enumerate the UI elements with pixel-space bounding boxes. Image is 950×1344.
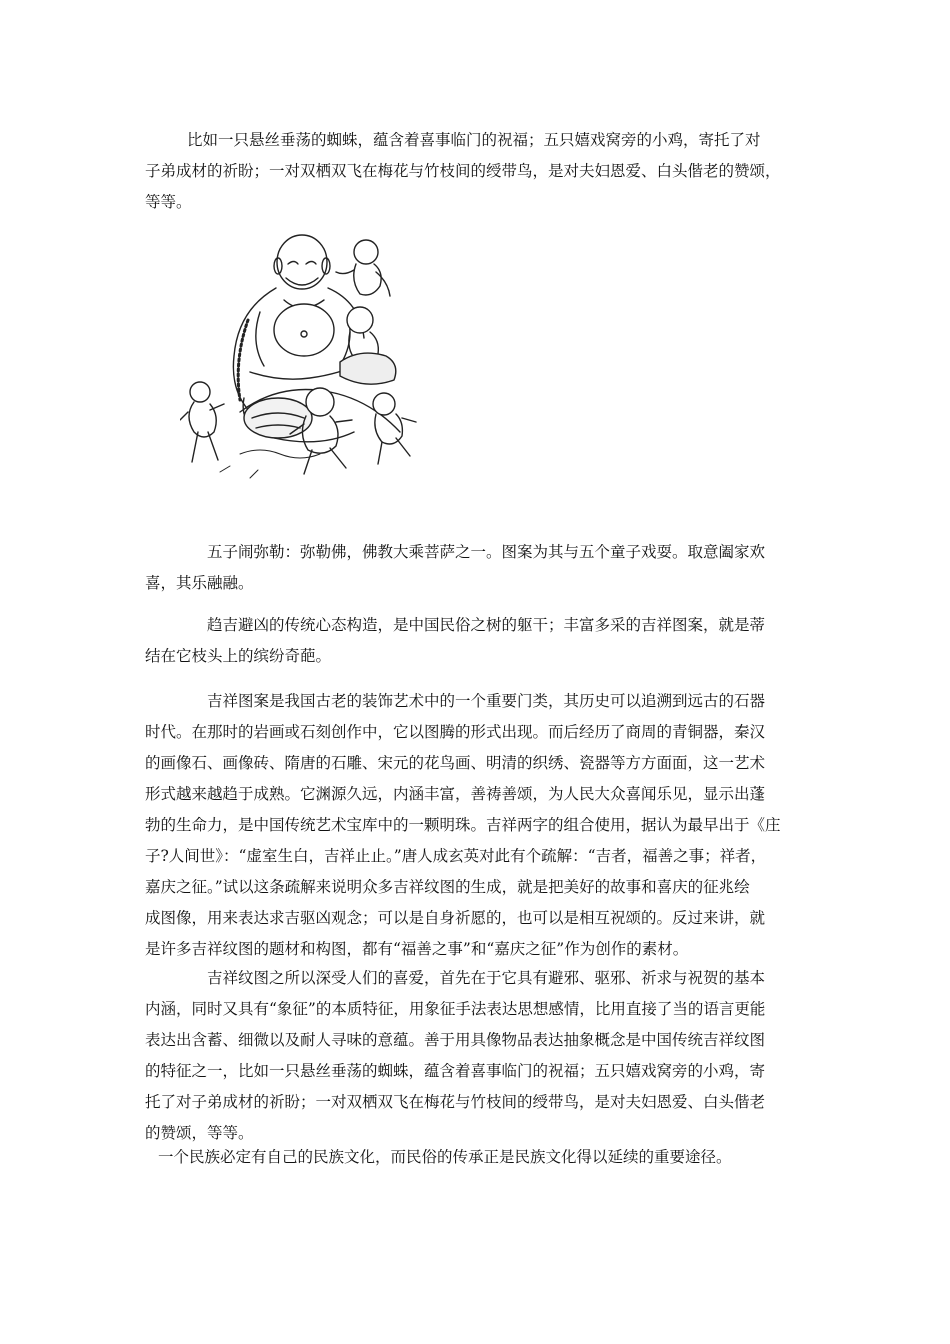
- text-line: 子?人间世》：“虚室生白，吉祥止止。”唐人成玄英对此有个疏解：“吉者，福善之事；祥者，: [145, 847, 767, 865]
- laughing-buddha-illustration: [180, 222, 425, 487]
- text-line: 吉祥图案是我国古老的装饰艺术中的一个重要门类，其历史可以追溯到远古的石器: [207, 692, 766, 710]
- text-line: 勃的生命力，是中国传统艺术宝库中的一颗明珠。吉祥两字的组合使用，据认为最早出于《庄: [145, 816, 781, 834]
- paragraph-5: [145, 963, 852, 1149]
- paragraph-6: [158, 1142, 823, 1173]
- text-line: 结在它枝头上的缤纷奇葩。: [145, 647, 332, 665]
- laughing-buddha-icon: [180, 222, 425, 487]
- text-line: 嘉庆之征。”试以这条疏解来说明众多吉祥纹图的生成，就是把美好的故事和喜庆的征兆绘: [145, 878, 750, 896]
- text-line: 托了对子弟成材的祈盼；一对双栖双飞在梅花与竹枝间的绶带鸟，是对夫妇恩爱、白头偕老: [145, 1093, 766, 1111]
- text-line: 时代。在那时的岩画或石刻创作中，它以图腾的形式出现。而后经历了商周的青铜器，秦汉: [145, 723, 766, 741]
- text-line: 的画像石、画像砖、隋唐的石雕、宋元的花鸟画、明清的织绣、瓷器等方方面面，这一艺术: [145, 754, 766, 772]
- text-line: 吉祥纹图之所以深受人们的喜爱，首先在于它具有避邪、驱邪、祈求与祝贺的基本: [207, 969, 766, 987]
- text-line: 形式越来越趋于成熟。它渊源久远，内涵丰富，善祷善颂，为人民大众喜闻乐见，显示出蓬: [145, 785, 766, 803]
- paragraph-3: [145, 610, 852, 672]
- text-line: 一个民族必定有自己的民族文化，而民俗的传承正是民族文化得以延续的重要途径。: [158, 1148, 732, 1166]
- text-line: 内涵，同时又具有“象征”的本质特征，用象征手法表达思想感情，比用直接了当的语言更能: [145, 1000, 766, 1018]
- paragraph-2: [145, 537, 852, 599]
- paragraph-4: [145, 686, 852, 965]
- text-line: 的特征之一，比如一只悬丝垂荡的蜘蛛，蕴含着喜事临门的祝福；五只嬉戏窝旁的小鸡，寄: [145, 1062, 766, 1080]
- text-line: 五子闹弥勒：弥勒佛，佛教大乘菩萨之一。图案为其与五个童子戏耍。取意阖家欢: [207, 543, 766, 561]
- text-line: 喜，其乐融融。: [145, 574, 254, 592]
- paragraph-1: [145, 125, 872, 218]
- text-line: 等等。: [145, 193, 192, 211]
- text-line: 是许多吉祥纹图的题材和构图，都有“福善之事”和“嘉庆之征”作为创作的素材。: [145, 940, 689, 958]
- text-line: 成图像，用来表达求吉驱凶观念；可以是自身祈愿的，也可以是相互祝颂的。反过来讲，就: [145, 909, 766, 927]
- text-line: 趋吉避凶的传统心态构造，是中国民俗之树的躯干；丰富多采的吉祥图案，就是蒂: [207, 616, 766, 634]
- text-line: 子弟成材的祈盼；一对双栖双飞在梅花与竹枝间的绶带鸟，是对夫妇恩爱、白头偕老的赞颂，: [145, 162, 781, 180]
- text-line: 表达出含蓄、细微以及耐人寻味的意蕴。善于用具像物品表达抽象概念是中国传统吉祥纹图: [145, 1031, 766, 1049]
- text-line: 的赞颂，等等。: [145, 1124, 254, 1142]
- text-line: 比如一只悬丝垂荡的蜘蛛，蕴含着喜事临门的祝福；五只嬉戏窝旁的小鸡，寄托了对: [187, 131, 761, 149]
